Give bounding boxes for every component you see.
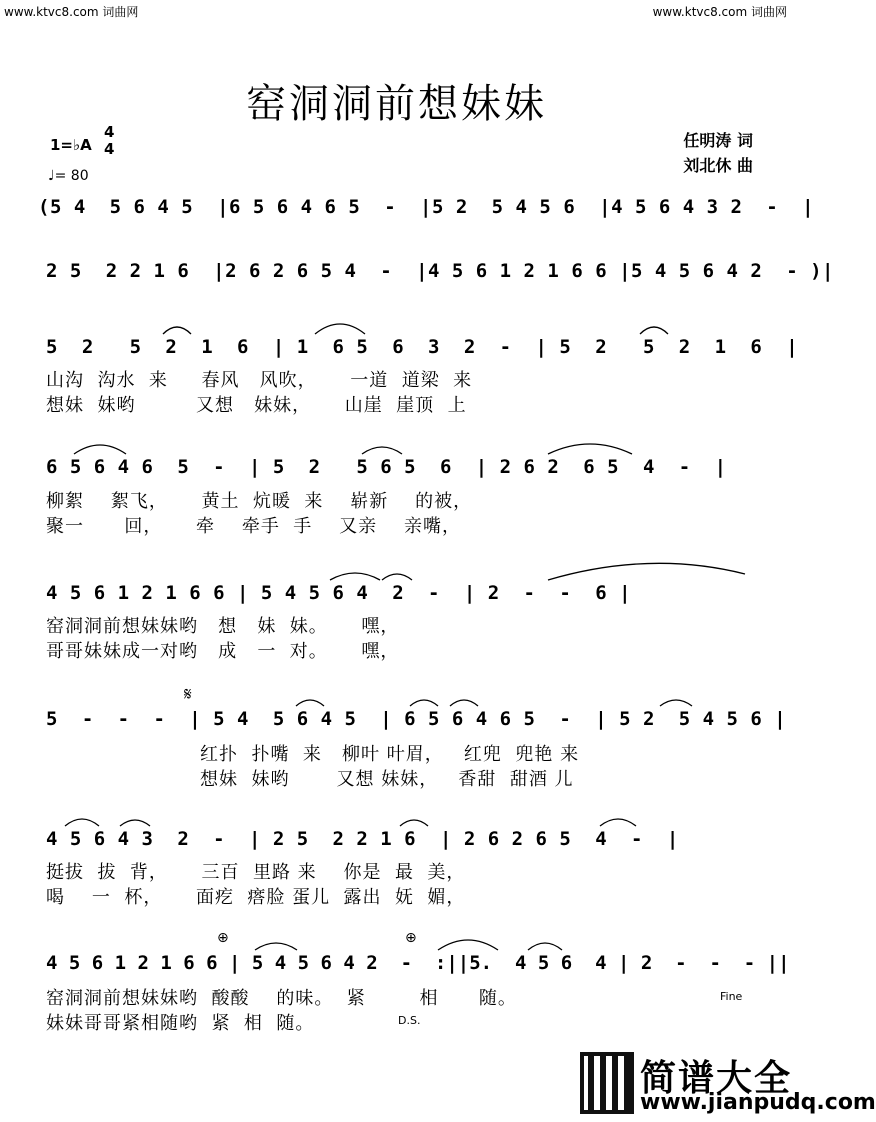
slur-arc bbox=[528, 943, 562, 950]
slur-arc bbox=[296, 700, 324, 706]
lyric-line-4b: 聚一 回， 牵 牵手 手 又亲 亲嘴， bbox=[46, 516, 462, 537]
composer-credit: 刘北休 曲 bbox=[683, 156, 753, 175]
notation-system-4: 6 5 6 4 6 5 - | 5 2 5 6 5 6 | 2 6 2 6 5 4 - | bbox=[46, 456, 727, 478]
slur-arc bbox=[74, 445, 126, 454]
coda-sign-2: ⊕ bbox=[405, 930, 417, 946]
notation-system-6: 5 - - - | 5 4 5 6 4 5 | 6 5 6 4 6 5 - | 5 2 5 4 5 6 | bbox=[46, 708, 787, 730]
site-watermark-right: www.ktvc8.com 词曲网 bbox=[652, 5, 787, 19]
slur-arc bbox=[410, 700, 438, 706]
lyric-line-6a: 红扑 扑嘴 来 柳叶 叶眉， 红兜 兜艳 来 bbox=[200, 744, 580, 765]
time-top: 4 bbox=[104, 123, 115, 141]
song-title: 窑洞洞前想妹妹 bbox=[246, 81, 547, 127]
fine-marking: Fine bbox=[720, 990, 743, 1003]
slur-arc bbox=[362, 447, 402, 454]
lyric-line-3b: 想妹 妹哟 又想 妹妹， 山崖 崖顶 上 bbox=[46, 395, 467, 416]
slur-arc bbox=[438, 940, 498, 950]
ds-marking: D.S. bbox=[398, 1014, 421, 1027]
lyric-line-5a: 窑洞洞前想妹妹哟 想 妹 妹。 嘿， bbox=[46, 616, 400, 637]
lyricist-credit: 任明涛 词 bbox=[683, 131, 753, 150]
slur-arc bbox=[315, 324, 365, 334]
logo-url: www.jianpudq.com bbox=[640, 1090, 876, 1115]
notation-system-8: 4 5 6 1 2 1 6 6 | 5 4 5 6 4 2 - :||5. 4 5 6 4 | 2 - - - || bbox=[46, 952, 790, 974]
key-signature: 1=♭A bbox=[50, 136, 92, 154]
lyric-line-3a: 山沟 沟水 来 春风 风吹， 一道 道梁 来 bbox=[46, 370, 473, 391]
lyric-line-6b: 想妹 妹哟 又想 妹妹， 香甜 甜酒 儿 bbox=[200, 769, 574, 790]
slur-arc bbox=[65, 819, 99, 826]
slur-arc bbox=[120, 820, 150, 826]
lyric-line-8b: 妹妹哥哥紧相随哟 紧 相 随。 bbox=[46, 1013, 315, 1034]
slur-arc bbox=[330, 573, 380, 580]
lyric-line-5b: 哥哥妹妹成一对哟 成 一 对。 嘿， bbox=[46, 641, 400, 662]
lyric-line-4a: 柳絮 絮飞， 黄土 炕暖 来 崭新 的被， bbox=[46, 491, 473, 512]
slur-arc bbox=[255, 943, 297, 950]
slur-arc bbox=[548, 444, 632, 454]
coda-sign-1: ⊕ bbox=[217, 930, 229, 946]
time-bottom: 4 bbox=[104, 140, 115, 158]
slur-arc bbox=[382, 574, 412, 580]
notation-system-3: 5 2 5 2 1 6 | 1 6 5 6 3 2 - | 5 2 5 2 1 6 | bbox=[46, 336, 799, 358]
lyric-line-8a: 窑洞洞前想妹妹哟 酸酸 的味。 紧 相 随。 bbox=[46, 988, 517, 1009]
notation-system-7: 4 5 6 4 3 2 - | 2 5 2 2 1 6 | 2 6 2 6 5 4 - | bbox=[46, 828, 679, 850]
slur-arc bbox=[400, 820, 428, 826]
slur-arc bbox=[163, 327, 191, 334]
slur-arc bbox=[548, 563, 745, 580]
notation-system-1: (5 4 5 6 4 5 |6 5 6 4 6 5 - |5 2 5 4 5 6 |4 5 6 4 3 2 - | bbox=[38, 196, 815, 218]
notation-system-2: 2 5 2 2 1 6 |2 6 2 6 5 4 - |4 5 6 1 2 1 6 6 |5 4 5 6 4 2 - )| bbox=[46, 260, 834, 282]
site-watermark-left: www.ktvc8.com 词曲网 bbox=[4, 5, 139, 19]
segno-sign: 𝄋 bbox=[184, 684, 192, 705]
slur-arc bbox=[450, 700, 478, 706]
slur-arc bbox=[640, 327, 668, 334]
slur-arc bbox=[660, 700, 692, 706]
slur-arc bbox=[600, 819, 636, 826]
lyric-line-7b: 喝 一 杯， 面疙 瘩脸 蛋儿 露出 妩 媚， bbox=[46, 887, 466, 908]
logo-name: 简谱大全 bbox=[640, 1058, 793, 1099]
piano-logo-icon bbox=[580, 1052, 634, 1114]
notation-system-5: 4 5 6 1 2 1 6 6 | 5 4 5 6 4 2 - | 2 - - 6 | bbox=[46, 582, 632, 604]
tempo-marking: ♩= 80 bbox=[48, 168, 89, 184]
lyric-line-7a: 挺拔 拔 背， 三百 里路 来 你是 最 美， bbox=[46, 862, 466, 883]
